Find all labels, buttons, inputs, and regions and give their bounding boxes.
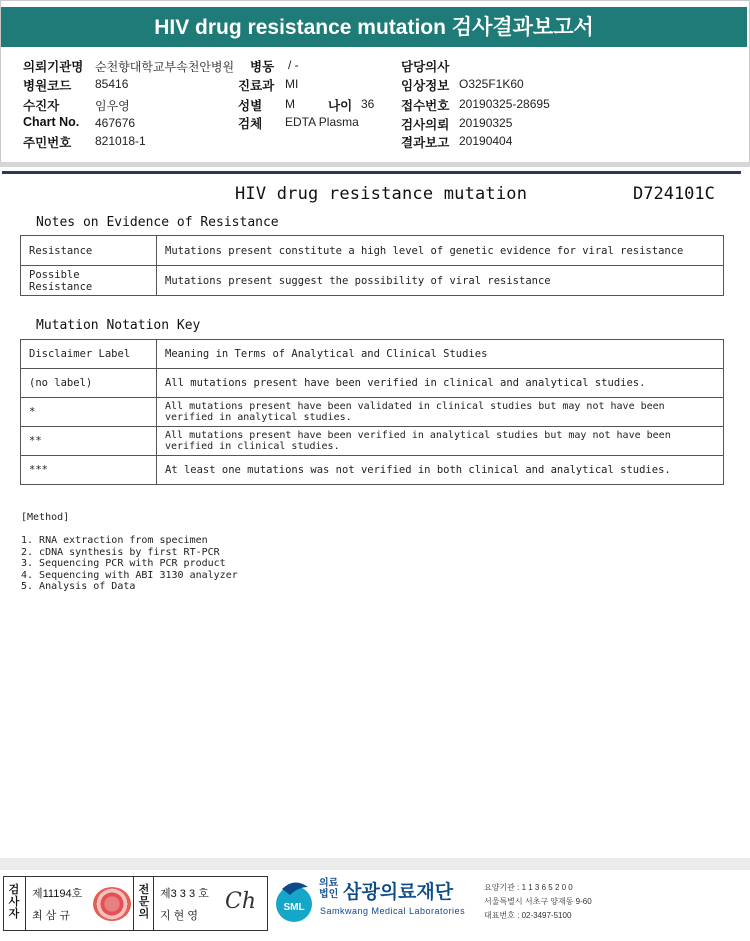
notation-text: All mutations present have been validated in clinical studies but may not have been verified in analytical studies. [157,398,724,427]
notation-text: Meaning in Terms of Analytical and Clinical Studies [157,340,724,369]
specimen-value: EDTA Plasma [285,115,359,129]
company-name-en: Samkwang Medical Laboratories [320,906,466,916]
institution-value: 순천향대학교부속천안병원 [95,60,235,74]
report-date-value: 20190404 [459,134,513,148]
table-row [21,236,724,266]
notation-text: All mutations present have been verified in clinical and analytical studies. [157,369,724,398]
hospital-code-label: 병원코드 [23,79,72,93]
table-row [21,369,724,398]
method-title: [Method] [21,512,70,523]
table-row [21,340,724,369]
doctor-label: 담당의사 [401,60,450,74]
table-row [21,456,724,485]
age-value: 36 [361,97,375,111]
logo-text: SML [283,902,305,913]
sex-label: 성별 [238,99,263,113]
id-value: 821018-1 [95,134,146,148]
dept-value: MI [285,77,299,91]
table-row [21,398,724,427]
notation-text: At least one mutations was not verified in both clinical and analytical studies. [157,456,724,485]
corp-label: 의료법인 [319,878,339,900]
clinical-info-label: 임상정보 [401,79,450,93]
specialist-signature: Ch [225,889,257,914]
evidence-label: Resistance [21,236,157,266]
chart-label: Chart No. [23,115,80,129]
sex-value: M [285,97,295,111]
evidence-section-title: Notes on Evidence of Resistance [36,215,279,230]
list-item: 4. Sequencing with ABI 3130 analyzer [21,569,238,581]
notation-label: (no label) [21,369,157,398]
evidence-table [20,235,724,296]
report-top-rule [2,171,741,174]
specimen-label: 검체 [238,117,263,131]
report-date-label: 결과보고 [401,136,450,150]
dept-label: 진료과 [238,79,275,93]
receipt-label: 접수번호 [401,99,450,113]
report-code: D724101C [633,184,715,204]
list-item: 1. RNA extraction from specimen [21,535,208,546]
specialist-name: 지 현 영 [160,910,198,922]
sign-divider [25,877,26,930]
table-row [21,266,724,296]
header-divider [0,162,750,167]
sign-divider [153,877,154,930]
receipt-value: 20190325-28695 [459,97,550,111]
hospital-code-value: 85416 [95,77,129,91]
care-code: 요양기관 : 1 1 3 6 5 2 0 0 [484,883,573,892]
chart-value: 467676 [95,116,136,130]
notation-section-title: Mutation Notation Key [36,318,201,333]
company-phone: 대표번호 : 02-3497-5100 [484,911,572,920]
notation-label: * [21,398,157,427]
company-name: 삼광의료재단 [343,882,454,903]
specialist-license: 제3 3 3 호 [160,888,209,900]
notation-label: *** [21,456,157,485]
notation-table [20,339,724,485]
table-row [21,427,724,456]
specialist-vertical-label: 전문의 [138,884,150,920]
notation-label: ** [21,427,157,456]
list-item: 2. cDNA synthesis by first RT-PCR [21,546,220,558]
list-item: 3. Sequencing PCR with PCR product [21,558,226,569]
tester-seal-icon [93,887,131,921]
id-label: 주민번호 [23,136,72,150]
evidence-text: Mutations present constitute a high level of genetic evidence for viral resistance [157,236,724,266]
request-date-value: 20190325 [459,116,513,130]
age-label: 나이 [328,99,353,113]
tester-license: 제11194호 [32,888,83,900]
tester-vertical-label: 검사자 [8,884,20,920]
list-item: 5. Analysis of Data [21,581,136,592]
institution-label: 의뢰기관명 [23,60,84,74]
patient-value: 임우영 [95,99,130,113]
request-date-label: 검사의뢰 [401,118,450,132]
ward-value: / - [288,58,299,72]
notation-label: Disclaimer Label [21,340,157,369]
sml-logo-icon [272,879,316,925]
footer-divider [0,858,750,870]
sign-divider [133,877,134,930]
report-title: HIV drug resistance mutation [235,184,528,204]
ward-label: 병동 [250,60,275,74]
report-title-bar: HIV drug resistance mutation 검사결과보고서 [1,7,747,47]
clinical-info-value: O325F1K60 [459,77,524,91]
patient-label: 수진자 [23,99,60,113]
company-address: 서울특별시 서초구 양재동 9-60 [484,897,592,906]
method-steps [21,535,238,593]
evidence-label: Possible Resistance [21,266,157,296]
notation-text: All mutations present have been verified in analytical studies but may not have been verified in clinical studies. [157,427,724,456]
tester-name: 최 삼 규 [32,910,70,922]
evidence-text: Mutations present suggest the possibility of viral resistance [157,266,724,296]
